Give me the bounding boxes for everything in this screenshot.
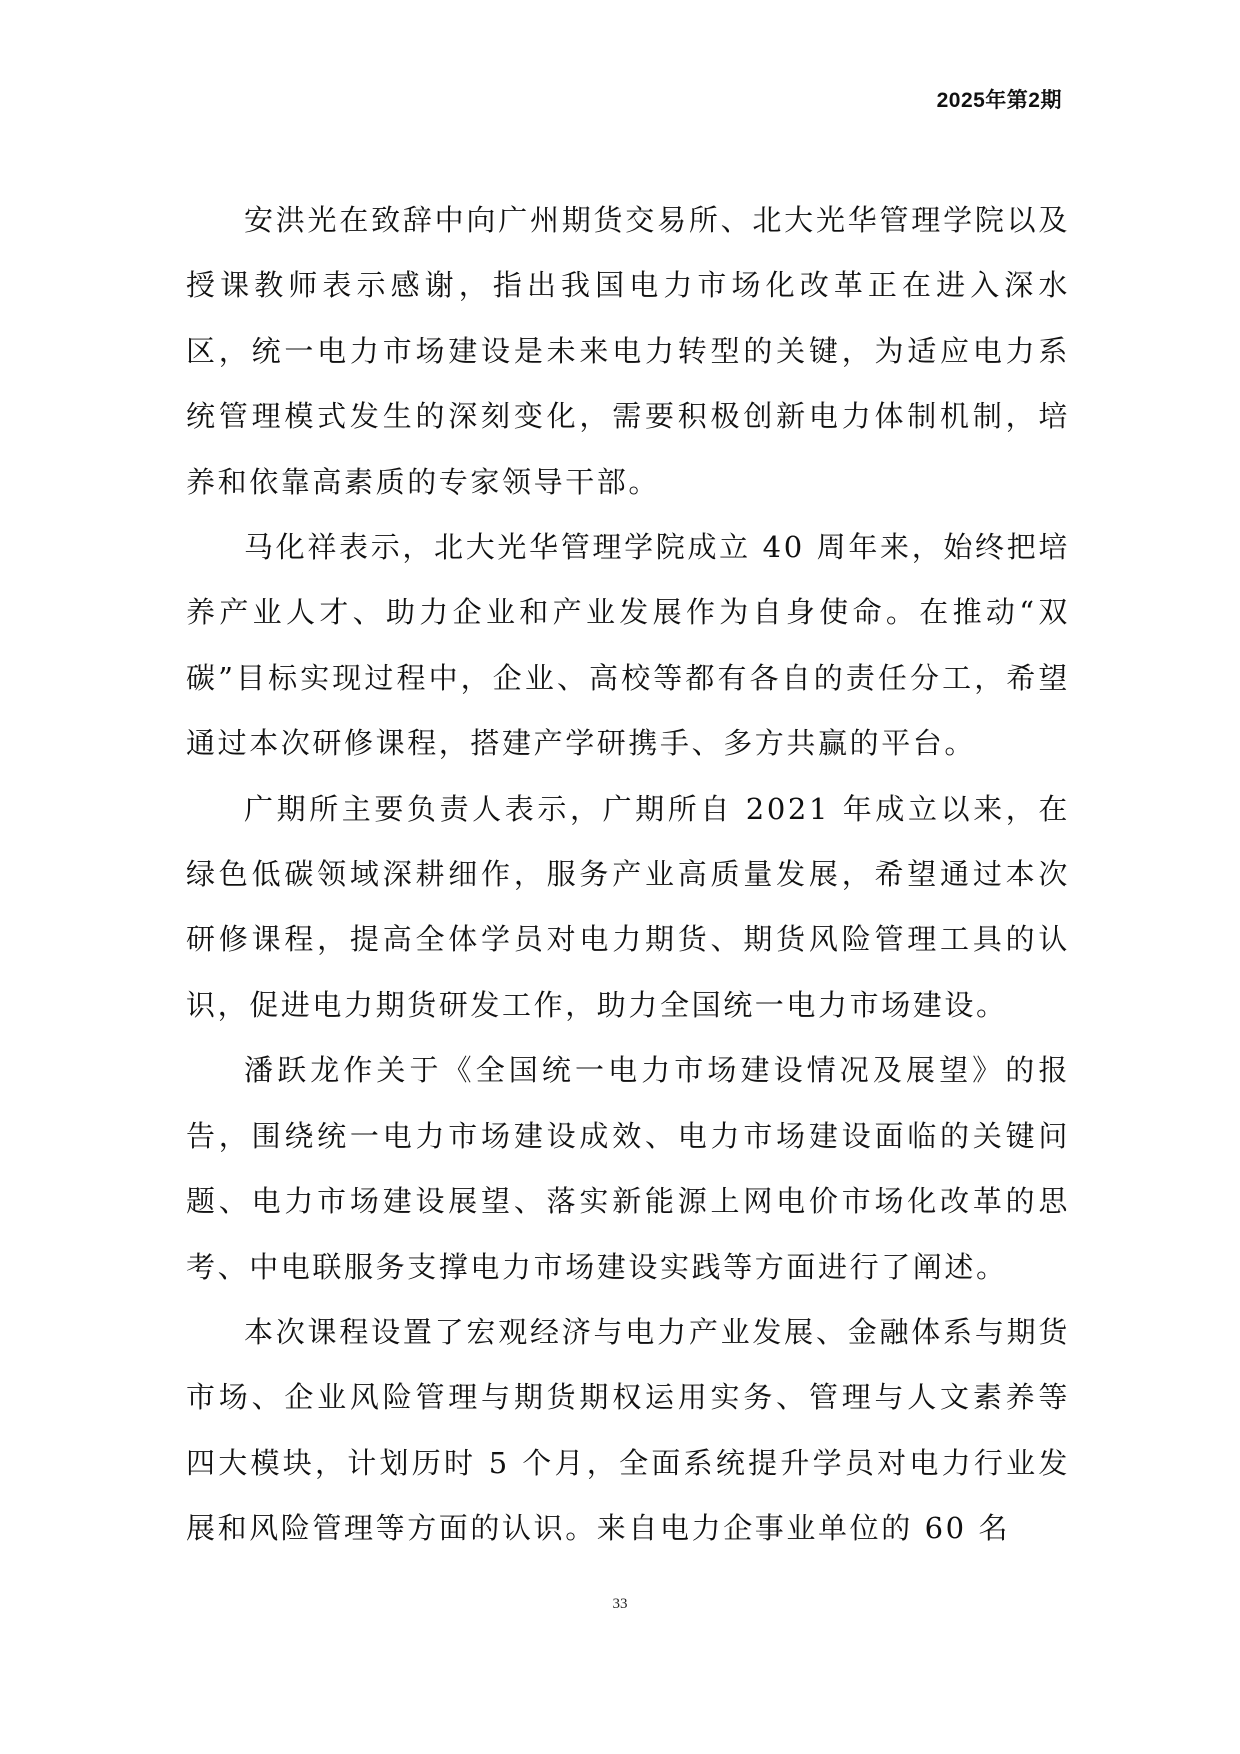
paragraph-guanghua-remarks: 马化祥表示，北大光华管理学院成立 40 周年来，始终把培养产业人才、助力企业和产业发展作为自身使命。在推动“双碳”目标实现过程中，企业、高校等都有各自的责任分工，希望通过本次研修课程，搭建产学研携手、多方共赢的平台。 — [186, 530, 1070, 761]
paragraph-gfex-remarks: 广期所主要负责人表示，广期所自 2021 年成立以来，在绿色低碳领域深耕细作，服务产业高质量发展，希望通过本次研修课程，提高全体学员对电力期货、期货风险管理工具的认识，促进电力期货研发工作，助力全国统一电力市场建设。 — [186, 791, 1070, 1022]
paragraph-course-setup: 本次课程设置了宏观经济与电力产业发展、金融体系与期货市场、企业风险管理与期货期权运用实务、管理与人文素养等四大模块，计划历时 5 个月，全面系统提升学员对电力行业发展和风险管理等方面的认识。来自电力企事业单位的 60 名 — [186, 1314, 1070, 1546]
page-number: 33 — [612, 1596, 628, 1612]
paragraph-opening-remarks: 安洪光在致辞中向广州期货交易所、北大光华管理学院以及授课教师表示感谢，指出我国电力市场化改革正在进入深水区，统一电力市场建设是未来电力转型的关键，为适应电力系统管理模式发生的深刻变化，需要积极创新电力体制机制，培养和依靠高素质的专家领导干部。 — [186, 203, 1070, 499]
article-body — [186, 188, 1070, 1562]
issue-label: 2025年第2期 — [936, 89, 1062, 112]
paragraph-report-summary: 潘跃龙作关于《全国统一电力市场建设情况及展望》的报告，围绕统一电力市场建设成效、电力市场建设面临的关键问题、电力市场建设展望、落实新能源上网电价市场化改革的思考、中电联服务支撑电力市场建设实践等方面进行了阐述。 — [186, 1053, 1070, 1284]
